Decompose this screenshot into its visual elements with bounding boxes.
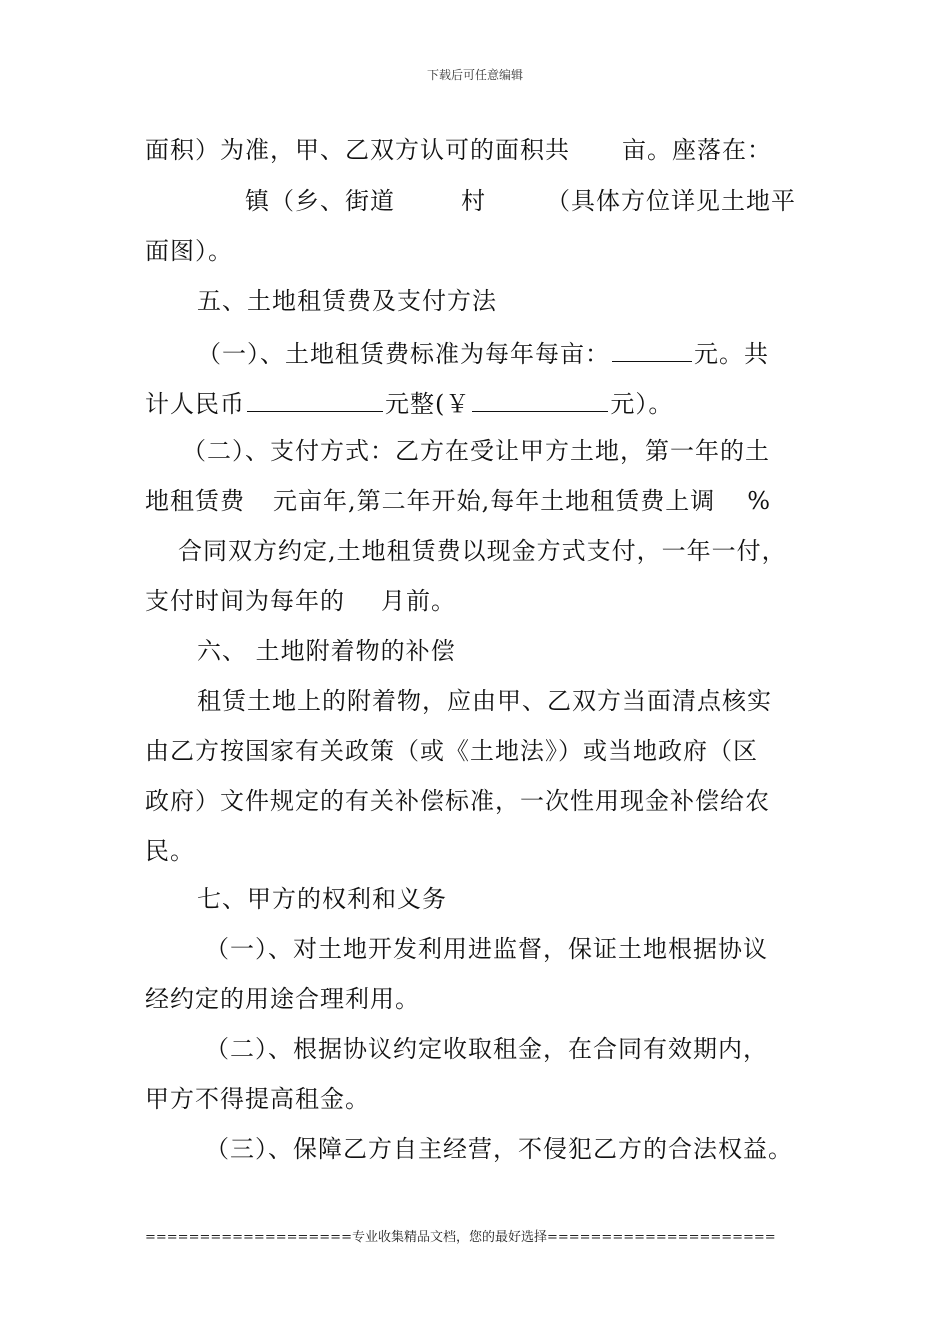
text-segment: 亩。座落在： bbox=[622, 136, 772, 164]
section-heading: 七、甲方的权利和义务 bbox=[197, 885, 447, 913]
text-segment: 元亩年,第二年开始,每年土地租赁费上调 bbox=[273, 487, 716, 515]
text-line bbox=[145, 486, 771, 516]
text-line: 租赁土地上的附着物，应由甲、乙双方当面清点核实 bbox=[197, 687, 772, 715]
text-line: （三）、保障乙方自主经营，不侵犯乙方的合法权益。 bbox=[205, 1135, 793, 1163]
text-line bbox=[197, 337, 769, 369]
text-segment: 元）。 bbox=[610, 390, 674, 418]
text-line: 民。 bbox=[145, 837, 195, 865]
text-segment: 村 bbox=[461, 187, 486, 215]
text-line: 经约定的用途合理利用。 bbox=[145, 985, 420, 1013]
text-line: （一）、对土地开发利用进监督，保证土地根据协议 bbox=[205, 935, 768, 963]
blank-field bbox=[247, 387, 383, 412]
text-line: 面图）。 bbox=[145, 237, 233, 265]
text-segment: 计人民币 bbox=[145, 390, 245, 418]
text-line: 甲方不得提高租金。 bbox=[145, 1085, 370, 1113]
text-segment: 地租赁费 bbox=[145, 487, 245, 515]
text-line: （二）、支付方式：乙方在受让甲方土地，第一年的土 bbox=[182, 437, 770, 465]
text-segment: % bbox=[747, 487, 772, 515]
blank-field bbox=[472, 387, 608, 412]
text-segment: （一）、土地租赁费标准为每年每亩： bbox=[197, 340, 610, 368]
text-line bbox=[245, 186, 796, 216]
blank-field bbox=[612, 337, 692, 362]
text-segment: 面积）为准，甲、乙双方认可的面积共 bbox=[145, 136, 570, 164]
text-line bbox=[145, 586, 456, 616]
text-segment: 月前。 bbox=[381, 587, 456, 615]
page-footer: ===================专业收集精品文档，您的最好选择===================== bbox=[145, 1230, 776, 1245]
text-segment: 支付时间为每年的 bbox=[145, 587, 345, 615]
text-line: （二）、根据协议约定收取租金，在合同有效期内， bbox=[205, 1035, 768, 1063]
page-header: 下载后可任意编辑 bbox=[426, 68, 523, 82]
text-line bbox=[145, 135, 772, 165]
text-line: 政府）文件规定的有关补偿标准，一次性用现金补偿给农 bbox=[145, 787, 770, 815]
section-heading: 六、 土地附着物的补偿 bbox=[197, 637, 456, 665]
section-heading: 五、土地租赁费及支付方法 bbox=[197, 287, 497, 315]
text-line bbox=[145, 387, 673, 419]
text-segment: 元整(￥ bbox=[385, 390, 471, 418]
text-segment: （具体方位详见土地平 bbox=[546, 187, 796, 215]
text-segment: 镇（乡、街道 bbox=[245, 187, 395, 215]
text-line: 合同双方约定,土地租赁费以现金方式支付，一年一付， bbox=[178, 537, 787, 565]
text-line: 由乙方按国家有关政策（或《土地法》）或当地政府（区 bbox=[145, 737, 758, 765]
text-segment: 元。共 bbox=[694, 340, 769, 368]
